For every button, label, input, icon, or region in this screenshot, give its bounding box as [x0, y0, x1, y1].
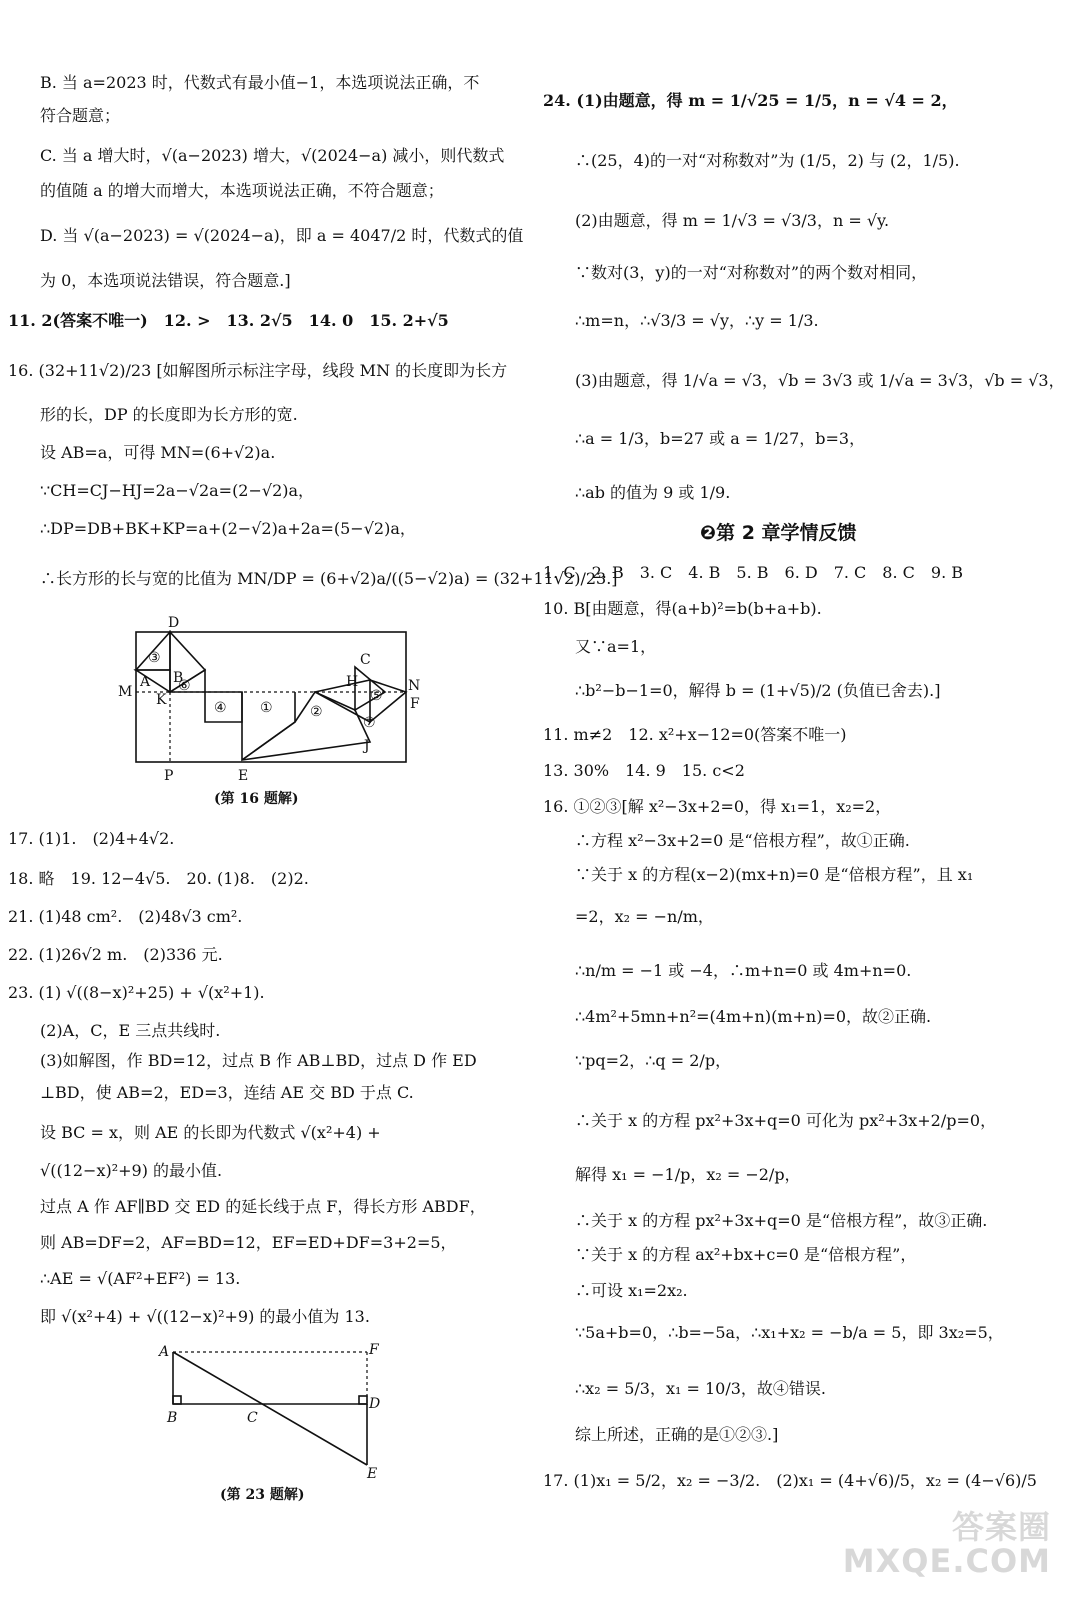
right-text-line: ∴n/m = −1 或 −4，∴m+n=0 或 4m+n=0. [575, 961, 912, 980]
svg-text:K: K [156, 692, 167, 708]
svg-text:①: ① [260, 700, 273, 716]
right-text-line: 综上所述，正确的是①②③.] [575, 1425, 779, 1444]
svg-text:F: F [410, 696, 420, 712]
svg-text:⑥: ⑥ [178, 678, 191, 694]
right-text-line: ∴4m²+5mn+n²=(4m+n)(m+n)=0，故②正确. [575, 1007, 932, 1026]
svg-text:H: H [346, 674, 359, 690]
svg-text:N: N [408, 678, 421, 694]
right-text-line: (2)由题意，得 m = 1/√3 = √3/3，n = √y. [575, 211, 890, 230]
left-text-line: 11. 2(答案不唯一) 12. > 13. 2√5 14. 0 15. 2+√5 [8, 311, 449, 330]
right-text-line: ∵pq=2，∴q = 2/p， [575, 1051, 732, 1070]
svg-text:②: ② [310, 704, 323, 720]
right-text-line: 16. ①②③[解 x²−3x+2=0，得 x₁=1，x₂=2， [543, 797, 892, 816]
left-text-line: B. 当 a=2023 时，代数式有最小值−1，本选项说法正确，不 [40, 73, 480, 92]
left-text-line: 设 AB=a，可得 MN=(6+√2)a. [40, 443, 276, 462]
right-text-line: ∵关于 x 的方程 ax²+bx+c=0 是“倍根方程”， [575, 1245, 917, 1264]
right-text-line: 24. (1)由题意，得 m = 1/√25 = 1/5，n = √4 = 2， [543, 91, 958, 110]
left-text-line: 21. (1)48 cm². (2)48√3 cm². [8, 907, 243, 926]
figure-16-caption: (第 16 题解) [214, 791, 299, 807]
svg-text:④: ④ [214, 700, 227, 716]
right-text-line: ∴方程 x²−3x+2=0 是“倍根方程”，故①正确. [575, 831, 910, 850]
figure-23-caption: (第 23 题解) [220, 1487, 305, 1503]
fig16-label: D [168, 615, 180, 631]
right-text-line: 又∵a=1， [575, 637, 657, 656]
svg-text:⑤: ⑤ [370, 688, 383, 704]
left-text-line: (3)如解图，作 BD=12，过点 B 作 AB⊥BD，过点 D 作 ED [40, 1051, 477, 1070]
right-text-line: ∵5a+b=0，∴b=−5a，∴x₁+x₂ = −b/a = 5，即 3x₂=5， [575, 1323, 1004, 1342]
svg-text:M: M [118, 684, 133, 700]
left-text-line: 设 BC = x，则 AE 的长即为代数式 √(x²+4) + [40, 1123, 381, 1142]
left-text-line: ∴AE = √(AF²+EF²) = 13. [40, 1269, 241, 1288]
right-text-line: ∴可设 x₁=2x₂. [575, 1281, 688, 1300]
left-text-line: D. 当 √(a−2023) = √(2024−a)，即 a = 4047/2 时，代数式的值 [40, 226, 524, 245]
svg-text:J: J [364, 738, 370, 754]
section-title: ❷第 2 章学情反馈 [700, 522, 857, 544]
left-text-line: 形的长，DP 的长度即为长方形的宽. [40, 405, 298, 424]
svg-text:B: B [167, 1410, 178, 1426]
right-text-line: 11. m≠2 12. x²+x−12=0(答案不唯一) [543, 725, 847, 744]
right-text-line: 17. (1)x₁ = 5/2，x₂ = −3/2. (2)x₁ = (4+√6)/5，x₂ = (4−√6)/5 [543, 1471, 1037, 1490]
right-text-line: 1. C 2. B 3. C 4. B 5. B 6. D 7. C 8. C 9. B [543, 563, 963, 582]
right-text-line: ∴ab 的值为 9 或 1/9. [575, 483, 731, 502]
left-text-line: 符合题意； [40, 106, 121, 125]
watermark-logo-text: 答案圈 [951, 1508, 1051, 1546]
left-text-line: 22. (1)26√2 m. (2)336 元. [8, 945, 223, 964]
left-text-line: C. 当 a 增大时，√(a−2023) 增大，√(2024−a) 减小，则代数式 [40, 146, 505, 165]
left-text-line: ∵CH=CJ−HJ=2a−√2a=(2−√2)a， [40, 481, 315, 500]
right-text-line: 10. B[由题意，得(a+b)²=b(b+a+b). [543, 599, 822, 618]
right-text-line: ∵数对(3，y)的一对“对称数对”的两个数对相同， [575, 263, 928, 282]
right-text-line: (3)由题意，得 1/√a = √3，√b = 3√3 或 1/√a = 3√3，√b = √3， [575, 371, 1065, 390]
right-text-line: ∴m=n，∴√3/3 = √y，∴y = 1/3. [575, 311, 819, 330]
left-text-line: 23. (1) √((8−x)²+25) + √(x²+1). [8, 983, 265, 1002]
right-text-line: ∵关于 x 的方程(x−2)(mx+n)=0 是“倍根方程”，且 x₁ [575, 865, 974, 884]
svg-text:③: ③ [148, 650, 161, 666]
left-text-line: 的值随 a 的增大而增大，本选项说法正确，不符合题意； [40, 181, 444, 200]
left-text-line: (2)A，C，E 三点共线时. [40, 1021, 221, 1040]
watermark [843, 1510, 1051, 1578]
svg-text:B: B [173, 670, 184, 686]
right-text-line: ∴关于 x 的方程 px²+3x+q=0 是“倍根方程”，故③正确. [575, 1211, 988, 1230]
right-text-line: ∴关于 x 的方程 px²+3x+q=0 可化为 px²+3x+2/p=0， [575, 1111, 997, 1130]
svg-text:A: A [140, 674, 151, 690]
left-text-line: 即 √(x²+4) + √((12−x)²+9) 的最小值为 13. [40, 1307, 370, 1326]
svg-text:C: C [247, 1410, 258, 1426]
right-text-line: ∴b²−b−1=0，解得 b = (1+√5)/2 (负值已舍去).] [575, 681, 941, 700]
left-text-line: 过点 A 作 AF∥BD 交 ED 的延长线于点 F，得长方形 ABDF， [40, 1197, 486, 1216]
svg-text:D: D [369, 1396, 381, 1412]
right-text-line: 13. 30% 14. 9 15. c<2 [543, 761, 745, 780]
svg-text:E: E [367, 1466, 378, 1482]
svg-text:C: C [360, 652, 371, 668]
figure-16-diagram [110, 612, 421, 784]
figure-23-diagram [155, 1340, 395, 1480]
svg-text:A: A [159, 1344, 170, 1360]
left-text-line: ∴DP=DB+BK+KP=a+(2−√2)a+2a=(5−√2)a， [40, 519, 416, 538]
left-text-line: 18. 略 19. 12−4√5. 20. (1)8. (2)2. [8, 869, 309, 888]
left-text-line: ∴长方形的长与宽的比值为 MN/DP = (6+√2)a/((5−√2)a) = (32+11√2)/23.] [40, 569, 618, 588]
right-text-line: ∴a = 1/3，b=27 或 a = 1/27，b=3， [575, 429, 866, 448]
right-text-line: ∴x₂ = 5/3，x₁ = 10/3，故④错误. [575, 1379, 826, 1398]
svg-text:F: F [369, 1342, 379, 1358]
left-text-line: 为 0，本选项说法错误，符合题意.] [40, 271, 291, 290]
right-text-line: 解得 x₁ = −1/p，x₂ = −2/p， [575, 1165, 801, 1184]
left-text-line: √((12−x)²+9) 的最小值. [40, 1161, 223, 1180]
left-text-line: 16. (32+11√2)/23 [如解图所示标注字母，线段 MN 的长度即为长方 [8, 361, 508, 380]
svg-text:E: E [238, 768, 249, 784]
left-text-line: 则 AB=DF=2，AF=BD=12，EF=ED+DF=3+2=5， [40, 1233, 457, 1252]
left-text-line: 17. (1)1. (2)4+4√2. [8, 829, 175, 848]
right-text-line: =2，x₂ = −n/m， [575, 907, 714, 926]
watermark-url: MXQE.COM [842, 1542, 1051, 1580]
right-text-line: ∴(25，4)的一对“对称数对”为 (1/5，2) 与 (2，1/5). [575, 151, 960, 170]
left-text-line: ⊥BD，使 AB=2，ED=3，连结 AE 交 BD 于点 C. [40, 1083, 414, 1102]
svg-text:⑦: ⑦ [363, 715, 376, 731]
svg-text:P: P [164, 768, 174, 784]
